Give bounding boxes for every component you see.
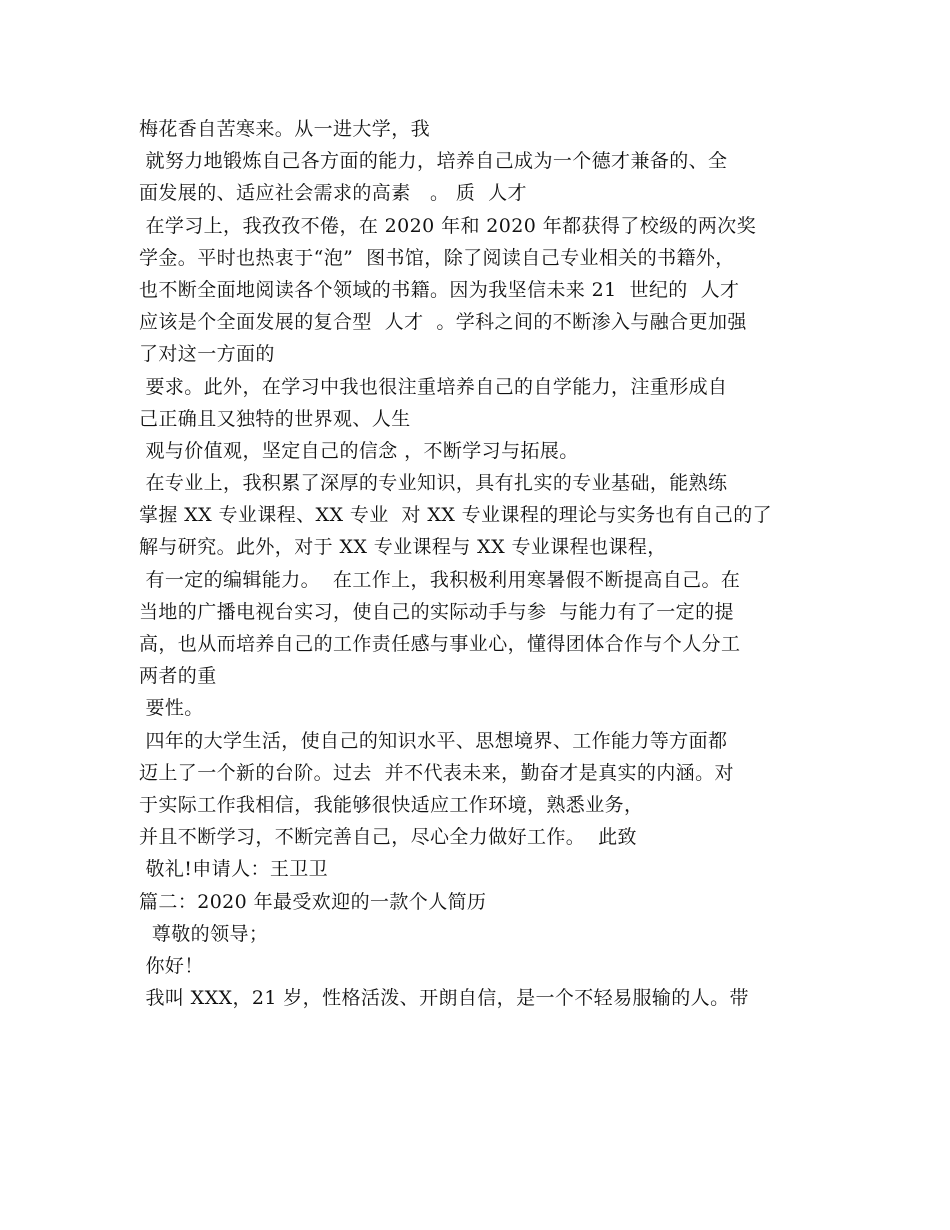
text-line: 掌握 XX 专业课程、XX 专业 对 XX 专业课程的理论与实务也有自己的了 — [139, 504, 773, 527]
text-line: 也不断全面地阅读各个领域的书籍。因为我坚信未来 21 世纪的 人才 — [139, 278, 740, 301]
text-line: 我叫 XXX，21 岁，性格活泼、开朗自信，是一个不轻易服输的人。带 — [139, 987, 749, 1010]
text-line: 解与研究。此外，对于 XX 专业课程与 XX 专业课程也课程， — [139, 536, 667, 559]
text-line: 己正确且又独特的世界观、人生 — [139, 407, 411, 430]
text-line: 就努力地锻炼自己各方面的能力，培养自己成为一个德才兼备的、全 — [139, 150, 728, 173]
document-body — [139, 113, 819, 1014]
text-line: 并且不断学习，不断完善自己，尽心全力做好工作。 此致 — [139, 826, 637, 849]
text-line: 了对这一方面的 — [139, 343, 275, 366]
text-line: 有一定的编辑能力。 在工作上，我积极利用寒暑假不断提高自己。在 — [139, 568, 741, 591]
text-line: 学金。平时也热衷于“泡” 图书馆，除了阅读自己专业相关的书籍外， — [139, 246, 735, 269]
text-line: 梅花香自苦寒来。从一进大学，我 — [139, 118, 431, 140]
text-line: 在学习上，我孜孜不倦，在 2020 年和 2020 年都获得了校级的两次奖 — [139, 214, 757, 237]
text-line: 两者的重 — [139, 665, 217, 688]
text-line: 观与价值观，坚定自己的信念 ，不断学习与拓展。 — [139, 439, 579, 462]
section-heading: 篇二：2020 年最受欢迎的一款个人简历 — [139, 890, 487, 913]
text-line: 四年的大学生活，使自己的知识水平、思想境界、工作能力等方面都 — [139, 729, 728, 752]
text-line: 当地的广播电视台实习，使自己的实际动手与参 与能力有了一定的提 — [139, 600, 734, 623]
text-line: 于实际工作我相信，我能够很快适应工作环境，熟悉业务， — [139, 793, 644, 816]
text-line: 敬礼!申请人：王卫卫 — [139, 858, 329, 881]
text-line: 应该是个全面发展的复合型 人才 。学科之间的不断渗入与融合更加强 — [139, 311, 747, 334]
text-line: 要性。 — [139, 697, 204, 720]
text-line: 你好！ — [139, 954, 204, 977]
text-line: 高，也从而培养自己的工作责任感与事业心，懂得团体合作与个人分工 — [139, 633, 741, 655]
text-line: 要求。此外，在学习中我也很注重培养自己的自学能力，注重形成自 — [139, 375, 728, 398]
text-line: 迈上了一个新的台阶。过去 并不代表未来，勤奋才是真实的内涵。对 — [139, 761, 734, 784]
text-line: 尊敬的领导； — [139, 922, 269, 945]
text-line: 面发展的、适应社会需求的高素 。 质 人才 — [139, 182, 527, 205]
text-line: 在专业上，我积累了深厚的专业知识，具有扎实的专业基础，能熟练 — [139, 472, 728, 495]
